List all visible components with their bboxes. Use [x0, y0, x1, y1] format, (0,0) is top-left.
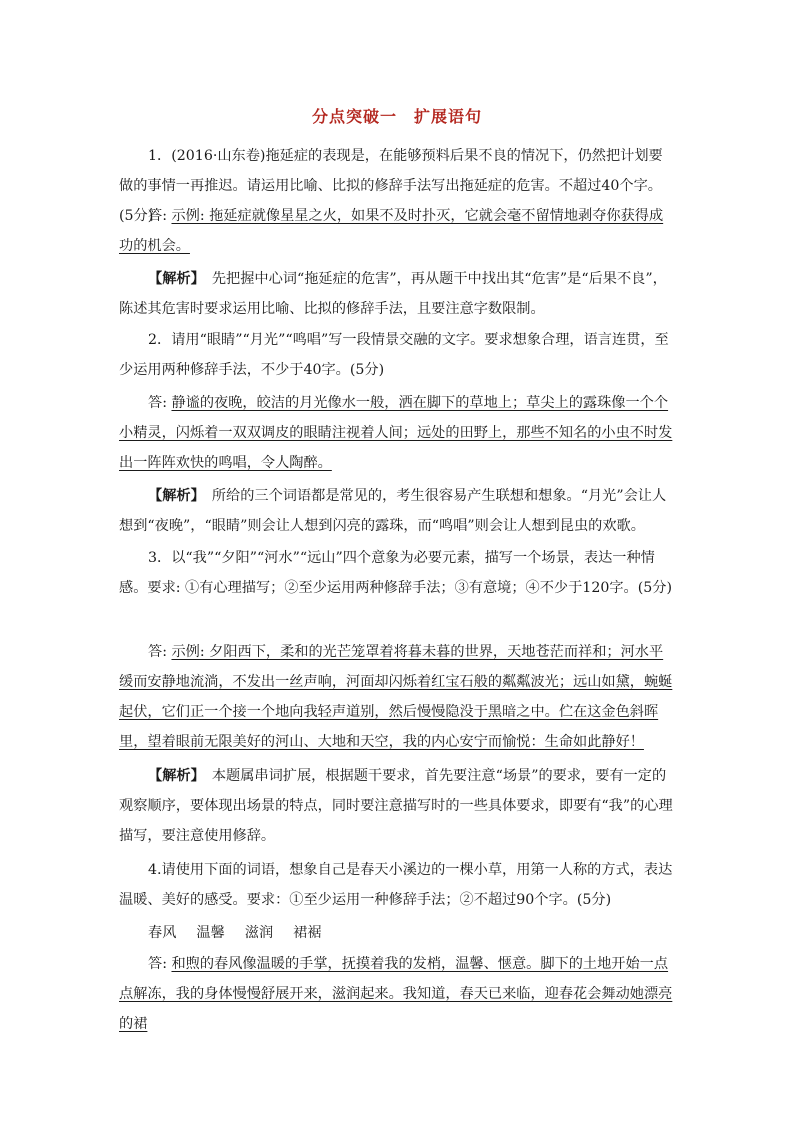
answer-text: 示例: 夕阳西下，柔和的光芒笼罩着将暮未暮的世界，天地苍茫而祥和；河水平缓而安静地流淌，不发出一丝声响，河面却闪烁着红宝石般的粼粼波光；远山如黛，蜿蜒起伏，它们正一个接一个地向我轻声道别，然后慢慢隐没于黑暗之中。伫在这金色斜晖里，望着眼前无限美好的河山、大地和天空，我的内心安宁而愉悦：生命如此静好！ — [119, 644, 673, 750]
page-title: 分点突破一 扩展语句 — [311, 107, 482, 126]
word-list — [119, 918, 674, 948]
analysis-3 — [119, 761, 674, 851]
word-item: 滋润 — [244, 925, 274, 941]
answer-text: 静谧的夜晚，皎洁的月光像水一般，洒在脚下的草地上；草尖上的露珠像一个个小精灵，闪烁着一双双调皮的眼睛注视着人间；远处的田野上，那些不知名的小虫不时发出一阵阵欢快的鸣唱，令人陶醉。 — [119, 395, 673, 471]
answer-text: 和煦的春风像温暖的手掌，抚摸着我的发梢，温馨、惬意。脚下的土地开始一点点解冻，我的身体慢慢舒展开来，滋润起来。我知道，春天已来临，迎春花会舞动她漂亮的裙 — [119, 956, 673, 1032]
answer-4 — [119, 949, 674, 1039]
analysis-text: 本题属串词扩展，根据题干要求，首先要注意“场景”的要求，要有一定的观察顺序，要体现出场景的特点，同时要注意描写时的一些具体要求，即要有“我”的心理描写，要注意使用修辞。 — [119, 768, 673, 844]
analysis-label: 【解析】 — [148, 271, 198, 287]
answer-3 — [119, 637, 674, 757]
answer-1 — [119, 201, 674, 261]
answer-prefix: 答: — [148, 644, 172, 660]
word-item: 温馨 — [196, 925, 225, 941]
question-4: 4.请使用下面的词语，想象自己是春天小溪边的一棵小草，用第一人称的方式，表达温暖、美好的感受。要求：①至少运用一种修辞手法；②不超过90个字。(5分) — [119, 862, 673, 908]
analysis-2 — [119, 481, 674, 541]
question-3: 3．以“我”“夕阳”“河水”“远山”四个意象为必要元素，描写一个场景，表达一种情感。要求: ①有心理描写；②至少运用两种修辞手法；③有意境；④不少于120字。(5分) — [119, 550, 673, 596]
question-1: 1．(2016·山东卷)拖延症的表现是，在能够预料后果不良的情况下，仍然把计划要做的事情一再推迟。请运用比喻、比拟的修辞手法写出拖延症的危害。不超过40个字。(5分) — [119, 148, 663, 224]
answer-text: 示例: 拖延症就像星星之火，如果不及时扑灭，它就会毫不留情地剥夺你获得成功的机会。 — [119, 208, 664, 254]
question-2: 2．请用“眼睛”“月光”“鸣唱”写一段情景交融的文字。要求想象合理，语言连贯，至少运用两种修辞手法，不少于40字。(5分) — [119, 332, 669, 378]
word-item: 春风 — [148, 925, 177, 941]
word-item: 裙裾 — [293, 925, 322, 941]
analysis-label: 【解析】 — [148, 768, 198, 784]
answer-prefix: 答: — [148, 395, 172, 411]
analysis-label: 【解析】 — [148, 488, 198, 504]
analysis-text: 所给的三个词语都是常见的，考生很容易产生联想和想象。“月光”会让人想到“夜晚”，“眼睛”则会让人想到闪亮的露珠，而“鸣唱”则会让人想到昆虫的欢歌。 — [119, 488, 667, 534]
answer-prefix: 答: — [148, 208, 172, 224]
analysis-text: 先把握中心词“拖延症的危害”，再从题干中找出其“危害”是“后果不良”，陈述其危害时要求运用比喻、比拟的修辞手法，且要注意字数限制。 — [119, 271, 667, 317]
answer-2 — [119, 388, 674, 478]
analysis-1 — [119, 264, 674, 324]
answer-prefix: 答: — [148, 956, 172, 972]
